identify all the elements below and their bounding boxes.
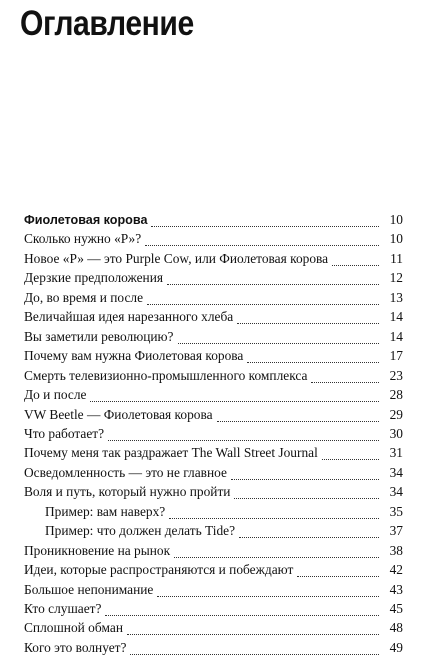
- page-title: Оглавление: [20, 4, 194, 43]
- dot-leader: [297, 576, 379, 577]
- toc-entry-title: Идеи, которые распространяются и побеждают: [24, 562, 294, 578]
- dot-leader: [311, 382, 379, 383]
- toc-subentry: [45, 504, 403, 523]
- toc-entry-title: Новое «Р» — это Purple Cow, или Фиолетовая корова: [24, 250, 329, 266]
- toc-entry-title: Кто слушает?: [24, 601, 102, 616]
- toc-page-number: 30: [389, 425, 403, 441]
- toc-entry-title: Пример: вам наверх?: [45, 503, 166, 519]
- toc-page-number: 34: [389, 484, 403, 500]
- toc-page-number: 23: [389, 367, 403, 383]
- toc-entry: [24, 368, 403, 387]
- toc-entry: [24, 445, 403, 464]
- toc-entry-title: VW Beetle — Фиолетовая корова: [24, 406, 213, 422]
- toc-page-number: 48: [389, 620, 403, 636]
- toc-entry: [24, 407, 403, 426]
- toc-entry-title: Воля и путь, который нужно пройти: [24, 484, 231, 500]
- toc-page-number: 38: [389, 542, 403, 558]
- toc-entry-title: Смерть телевизионно-промышленного комплекса: [24, 367, 308, 383]
- toc-page-number: 49: [389, 639, 403, 655]
- dot-leader: [157, 596, 379, 597]
- toc-page-number: 29: [389, 406, 403, 422]
- toc-page-number: 14: [389, 309, 403, 325]
- toc-page-number: 14: [389, 328, 403, 344]
- dot-leader: [178, 343, 380, 344]
- toc-entry-title: Дерзкие предположения: [24, 270, 164, 286]
- toc-entry: [24, 329, 403, 348]
- toc-entry: [24, 640, 403, 659]
- toc-entry: [24, 348, 403, 367]
- toc-page-number: 28: [389, 387, 403, 403]
- toc-entry-title: Большое непонимание: [24, 581, 154, 597]
- toc-page-number: 34: [389, 464, 403, 480]
- dot-leader: [217, 421, 379, 422]
- toc-entry: [24, 251, 403, 270]
- toc-page-number: 45: [389, 601, 403, 616]
- toc-entry: [24, 543, 403, 562]
- dot-leader: [234, 498, 379, 499]
- toc-subentry: [45, 523, 403, 542]
- toc-entry: [24, 426, 403, 445]
- dot-leader: [169, 518, 379, 519]
- toc-entry: [24, 582, 403, 601]
- dot-leader: [105, 615, 379, 616]
- toc-page-number: 13: [389, 289, 403, 305]
- dot-leader: [108, 440, 379, 441]
- toc-entry: [24, 562, 403, 581]
- toc-entry-title: Проникновение на рынок: [24, 542, 171, 558]
- toc-page-number: 42: [389, 562, 403, 578]
- toc-entry: [24, 601, 403, 620]
- dot-leader: [237, 323, 379, 324]
- toc-page-number: 17: [389, 348, 403, 364]
- toc-entry-title: Кого это волнует?: [24, 639, 127, 655]
- toc-entry: [24, 484, 403, 503]
- toc-page-number: 35: [389, 503, 403, 519]
- dot-leader: [174, 557, 379, 558]
- toc-entry: [24, 290, 403, 309]
- dot-leader: [145, 245, 379, 246]
- toc-page-number: 12: [389, 270, 403, 286]
- toc-entry: [24, 231, 403, 250]
- toc-entry-title: Пример: что должен делать Tide?: [45, 523, 236, 539]
- toc-entry: [24, 309, 403, 328]
- toc-entry-title: Фиолетовая корова: [24, 213, 148, 227]
- toc-entry: [24, 212, 403, 231]
- toc-entry: [24, 270, 403, 289]
- toc-page-number: 43: [389, 581, 403, 597]
- toc-entry-title: Осведомленность — это не главное: [24, 464, 227, 480]
- dot-leader: [239, 537, 379, 538]
- dot-leader: [90, 401, 379, 402]
- toc-page-number: 10: [389, 212, 403, 227]
- toc-entry-title: Почему вам нужна Фиолетовая корова: [24, 348, 244, 364]
- toc-page-number: 31: [389, 445, 403, 461]
- toc-page-number: 11: [390, 250, 403, 266]
- toc-page-number: 10: [389, 231, 403, 247]
- toc-entry-title: Величайшая идея нарезанного хлеба: [24, 309, 234, 325]
- dot-leader: [332, 265, 379, 266]
- dot-leader: [247, 362, 379, 363]
- dot-leader: [151, 226, 379, 227]
- toc-entry-title: Почему меня так раздражает The Wall Street Journal: [24, 445, 318, 461]
- toc-entry-title: Что работает?: [24, 425, 105, 441]
- dot-leader: [127, 634, 379, 635]
- dot-leader: [322, 459, 379, 460]
- dot-leader: [130, 654, 379, 655]
- toc-entry: [24, 620, 403, 639]
- toc-entry: [24, 465, 403, 484]
- toc-entry-title: Сплошной обман: [24, 620, 124, 636]
- dot-leader: [147, 304, 379, 305]
- toc-entry-title: До и после: [24, 387, 87, 403]
- dot-leader: [231, 479, 379, 480]
- toc-entry-title: До, во время и после: [24, 289, 144, 305]
- toc-entry-title: Сколько нужно «Р»?: [24, 231, 142, 247]
- toc-page-number: 37: [389, 523, 403, 539]
- toc-entry: [24, 387, 403, 406]
- toc-entry-title: Вы заметили революцию?: [24, 328, 174, 344]
- dot-leader: [167, 284, 379, 285]
